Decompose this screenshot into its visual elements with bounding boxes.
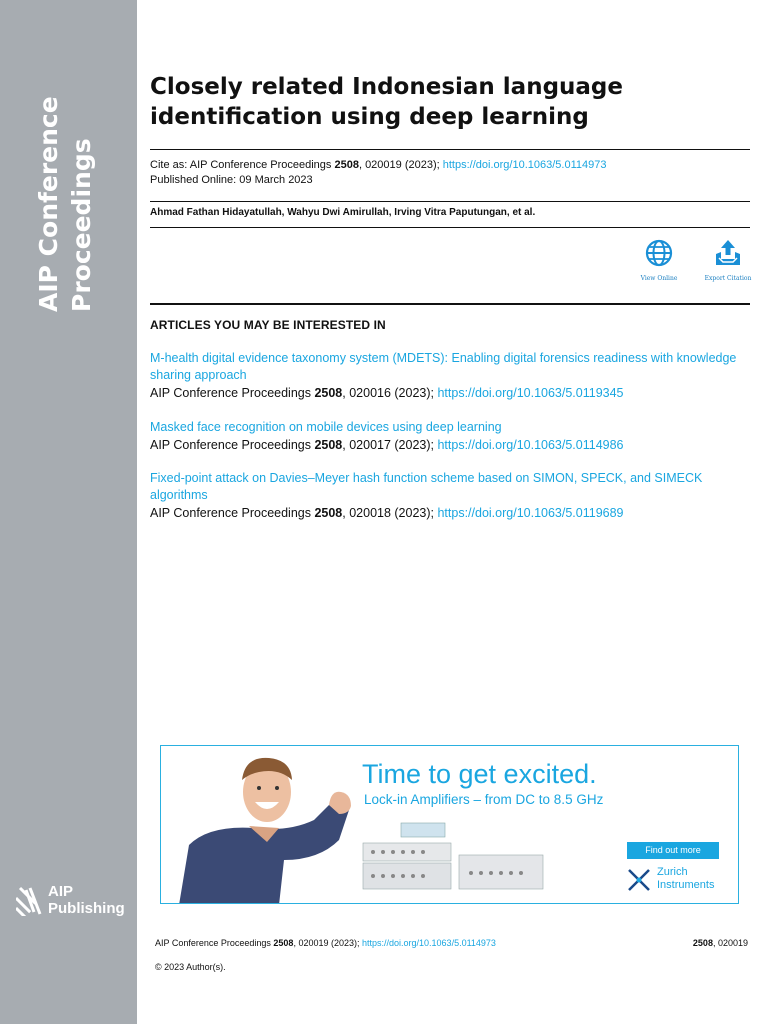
footer-rest: , 020019 (2023); <box>293 938 362 948</box>
related-article-doi-link[interactable]: https://doi.org/10.1063/5.0119689 <box>437 506 624 520</box>
related-article-title-link[interactable]: Masked face recognition on mobile devices using deep learning <box>150 420 502 434</box>
export-citation-label: Export Citation <box>704 275 752 282</box>
ref-rest: , 020017 (2023); <box>342 438 438 452</box>
advertisement-banner[interactable] <box>160 745 739 904</box>
related-article <box>150 419 750 454</box>
brand-line2: Instruments <box>657 879 715 891</box>
ad-headline: Time to get excited. <box>362 759 597 789</box>
view-online-button[interactable] <box>631 238 687 282</box>
ref-rest: , 020016 (2023); <box>342 386 438 400</box>
brand-line1: Zurich <box>657 866 688 878</box>
zurich-logo-icon <box>627 868 651 892</box>
lock-in-amplifier-devices <box>361 821 551 893</box>
brand-name <box>657 866 714 892</box>
ref-volume: 2508 <box>314 438 343 452</box>
ref-journal: AIP Conference Proceedings <box>150 438 315 452</box>
footer-page-article: , 020019 <box>712 938 748 948</box>
view-online-label: View Online <box>640 275 678 282</box>
divider <box>150 201 750 202</box>
divider <box>150 149 750 150</box>
footer-page-volume: 2508 <box>692 938 713 948</box>
related-article-reference <box>150 437 750 454</box>
aip-publishing-logo[interactable] <box>16 884 131 920</box>
journal-title-line1: AIP Conference <box>34 96 63 312</box>
ad-subline: Lock-in Amplifiers – from DC to 8.5 GHz <box>364 792 604 807</box>
ref-journal: AIP Conference Proceedings <box>150 506 315 520</box>
footer-doi-link[interactable]: https://doi.org/10.1063/5.0114973 <box>362 938 496 948</box>
journal-vertical-title <box>32 96 98 312</box>
ref-rest: , 020018 (2023); <box>342 506 438 520</box>
author-list[interactable]: Ahmad Fathan Hidayatullah, Wahyu Dwi Amirullah, Irving Vitra Paputungan, et al. <box>150 207 536 218</box>
logo-line-publishing: Publishing <box>48 900 125 917</box>
journal-title-line2: Proceedings <box>67 138 96 312</box>
footer-volume: 2508 <box>273 938 294 948</box>
find-out-more-button[interactable]: Find out more <box>627 842 719 859</box>
related-article <box>150 470 750 522</box>
journal-sidebar <box>0 0 137 1024</box>
ref-volume: 2508 <box>314 386 343 400</box>
footer-journal: AIP Conference Proceedings <box>155 938 274 948</box>
cite-volume: 2508 <box>334 159 359 171</box>
ref-volume: 2508 <box>314 506 343 520</box>
related-article-reference <box>150 505 750 522</box>
paper-doi-link[interactable]: https://doi.org/10.1063/5.0114973 <box>442 159 607 171</box>
aip-logo-icon <box>16 886 44 916</box>
export-icon <box>713 238 743 268</box>
related-articles-heading: ARTICLES YOU MAY BE INTERESTED IN <box>150 318 386 332</box>
related-article-doi-link[interactable]: https://doi.org/10.1063/5.0119345 <box>437 386 624 400</box>
paper-title: Closely related Indonesian language identification using deep learning <box>150 74 623 130</box>
divider <box>150 227 750 228</box>
related-article-title-link[interactable]: M-health digital evidence taxonomy system (MDETS): Enabling digital forensics readiness with knowledge sharing approach <box>150 351 737 382</box>
zurich-instruments-logo <box>627 866 737 894</box>
ref-journal: AIP Conference Proceedings <box>150 386 315 400</box>
export-citation-button[interactable] <box>700 238 756 282</box>
published-date: Published Online: 09 March 2023 <box>150 174 313 186</box>
smiling-man-illustration <box>179 750 359 904</box>
citation-line <box>150 158 606 173</box>
related-article-reference <box>150 385 750 402</box>
related-article <box>150 350 750 402</box>
logo-line-aip: AIP <box>48 883 74 900</box>
copyright-notice: © 2023 Author(s). <box>155 962 226 972</box>
globe-icon <box>644 238 674 268</box>
cite-rest: , 020019 (2023); <box>358 159 443 171</box>
related-article-title-link[interactable]: Fixed-point attack on Davies–Meyer hash function scheme based on SIMON, SPECK, and SIMECK algorithms <box>150 471 703 502</box>
related-article-doi-link[interactable]: https://doi.org/10.1063/5.0114986 <box>437 438 624 452</box>
footer-citation <box>155 937 496 949</box>
divider <box>150 303 750 305</box>
footer-page-number <box>693 937 748 949</box>
cite-prefix: Cite as: AIP Conference Proceedings <box>150 159 335 171</box>
